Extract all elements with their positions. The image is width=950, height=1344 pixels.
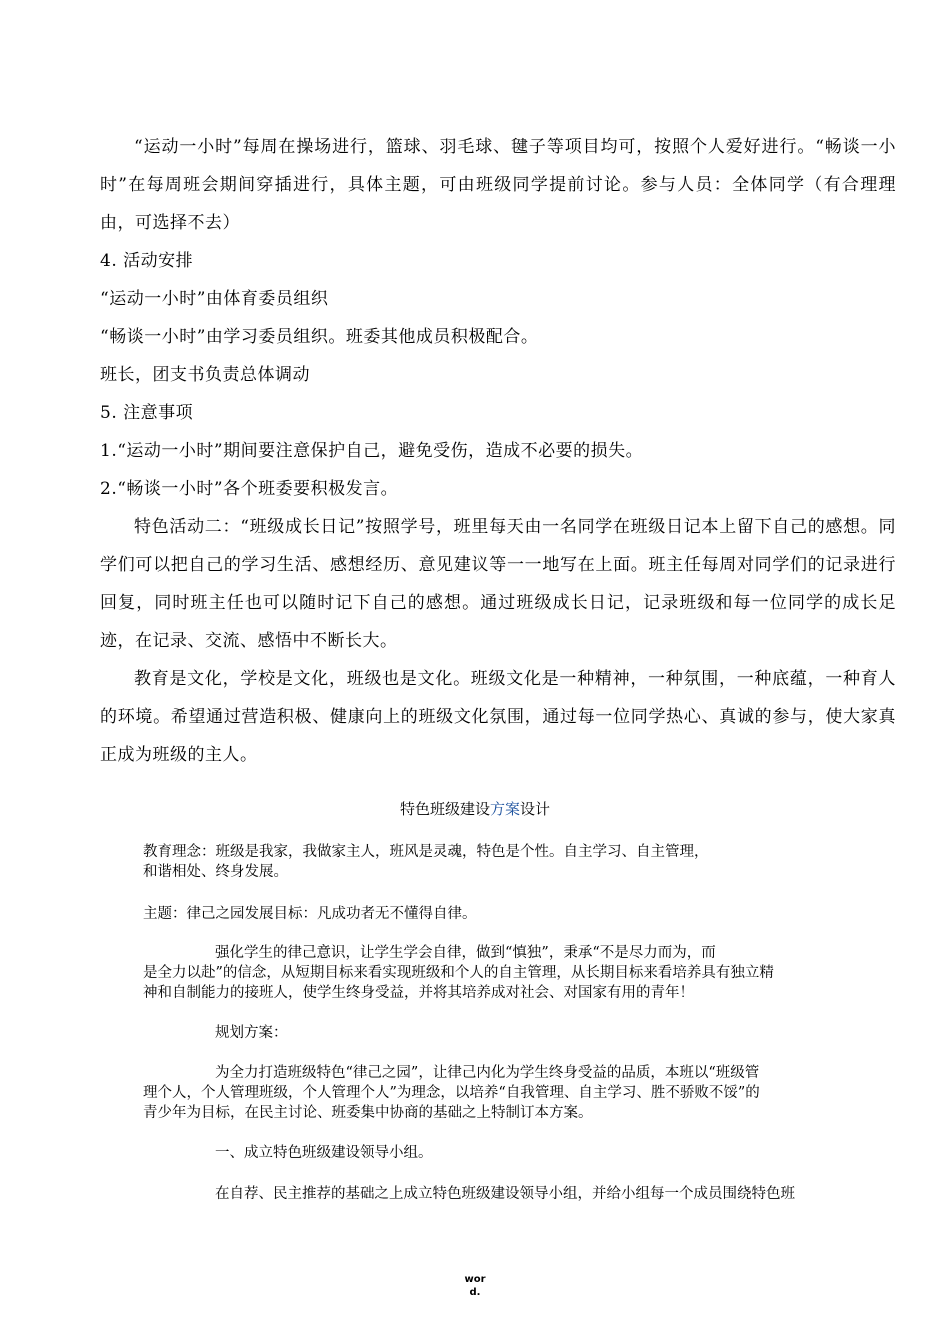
plan-label: 规划方案： bbox=[215, 1025, 288, 1041]
title-link[interactable]: 方案 bbox=[489, 800, 520, 818]
upper-section bbox=[100, 128, 896, 774]
philosophy-block bbox=[143, 842, 895, 882]
arrangement-monitor: 班长，团支书负责总体调动 bbox=[100, 365, 310, 385]
goal-line-3: 神和自制能力的接班人，使学生终身受益，并将其培养成对社会、对国家有用的青年！ bbox=[143, 985, 694, 1001]
note-item-1: 1.“运动一小时”期间要注意保护自己，避免受伤，造成不必要的损失。 bbox=[100, 441, 644, 461]
plan-block bbox=[143, 1063, 895, 1123]
philosophy-line-1: 教育理念：班级是我家，我做家主人，班风是灵魂，特色是个性。自主学习、自主管理， bbox=[143, 844, 709, 860]
goal-line-1: 强化学生的律己意识，让学生学会自律，做到“慎独”，秉承“不是尽力而为，而 bbox=[215, 945, 716, 961]
heading-notes: 5. 注意事项 bbox=[100, 403, 194, 423]
arrangement-talk: “畅谈一小时”由学习委员组织。班委其他成员积极配合。 bbox=[100, 327, 539, 347]
arrangement-sports: “运动一小时”由体育委员组织 bbox=[100, 289, 329, 309]
section-one-text: 在自荐、民主推荐的基础之上成立特色班级建设领导小组，并给小组每一个成员围绕特色班 bbox=[215, 1186, 795, 1202]
heading-activity-arrangement: 4. 活动安排 bbox=[100, 251, 194, 271]
paragraph-activity-two: 特色活动二：“班级成长日记”按照学号，班里每天由一名同学在班级日记本上留下自己的感想。同学们可以把自己的学习生活、感想经历、意见建议等一一地写在上面。班主任每周对同学们的记录进行回复，同时班主任也可以随时记下自己的感想。通过班级成长日记，记录班级和每一位同学的成长足迹，在记录、交流、感悟中不断长大。 bbox=[100, 517, 896, 651]
plan-line-2: 理个人，个人管理班级，个人管理个人”为理念，以培养“自我管理、自主学习、胜不骄败不馁”的 bbox=[143, 1085, 760, 1101]
plan-line-3: 青少年为目标，在民主讨论、班委集中协商的基础之上特制订本方案。 bbox=[143, 1105, 593, 1121]
goal-block bbox=[143, 943, 895, 1003]
paragraph-class-culture: 教育是文化，学校是文化，班级也是文化。班级文化是一种精神，一种氛围，一种底蕴，一种育人的环境。希望通过营造积极、健康向上的班级文化氛围，通过每一位同学热心、真诚的参与，使大家真正成为班级的主人。 bbox=[100, 669, 896, 765]
theme-line: 主题：律己之园发展目标：凡成功者无不懂得自律。 bbox=[143, 906, 477, 922]
plan-line-1: 为全力打造班级特色“律己之园”，让律己内化为学生终身受益的品质，本班以“班级管 bbox=[215, 1065, 760, 1081]
goal-line-2: 是全力以赴”的信念，从短期目标来看实现班级和个人的自主管理，从长期目标来看培养具有独立精 bbox=[143, 965, 774, 981]
paragraph-activity-one: “运动一小时”每周在操场进行，篮球、羽毛球、毽子等项目均可，按照个人爱好进行。“畅谈一小时”在每周班会期间穿插进行，具体主题，可由班级同学提前讨论。参与人员：全体同学（有合理理由，可选择不去） bbox=[100, 137, 896, 233]
page-footer: wor d. bbox=[464, 1274, 486, 1298]
note-item-2: 2.“畅谈一小时”各个班委要积极发言。 bbox=[100, 479, 399, 499]
philosophy-line-2: 和谐相处、终身发展。 bbox=[143, 864, 288, 880]
section-one-heading: 一、成立特色班级建设领导小组。 bbox=[215, 1145, 433, 1161]
document-title: 特色班级建设方案设计 bbox=[399, 800, 551, 818]
